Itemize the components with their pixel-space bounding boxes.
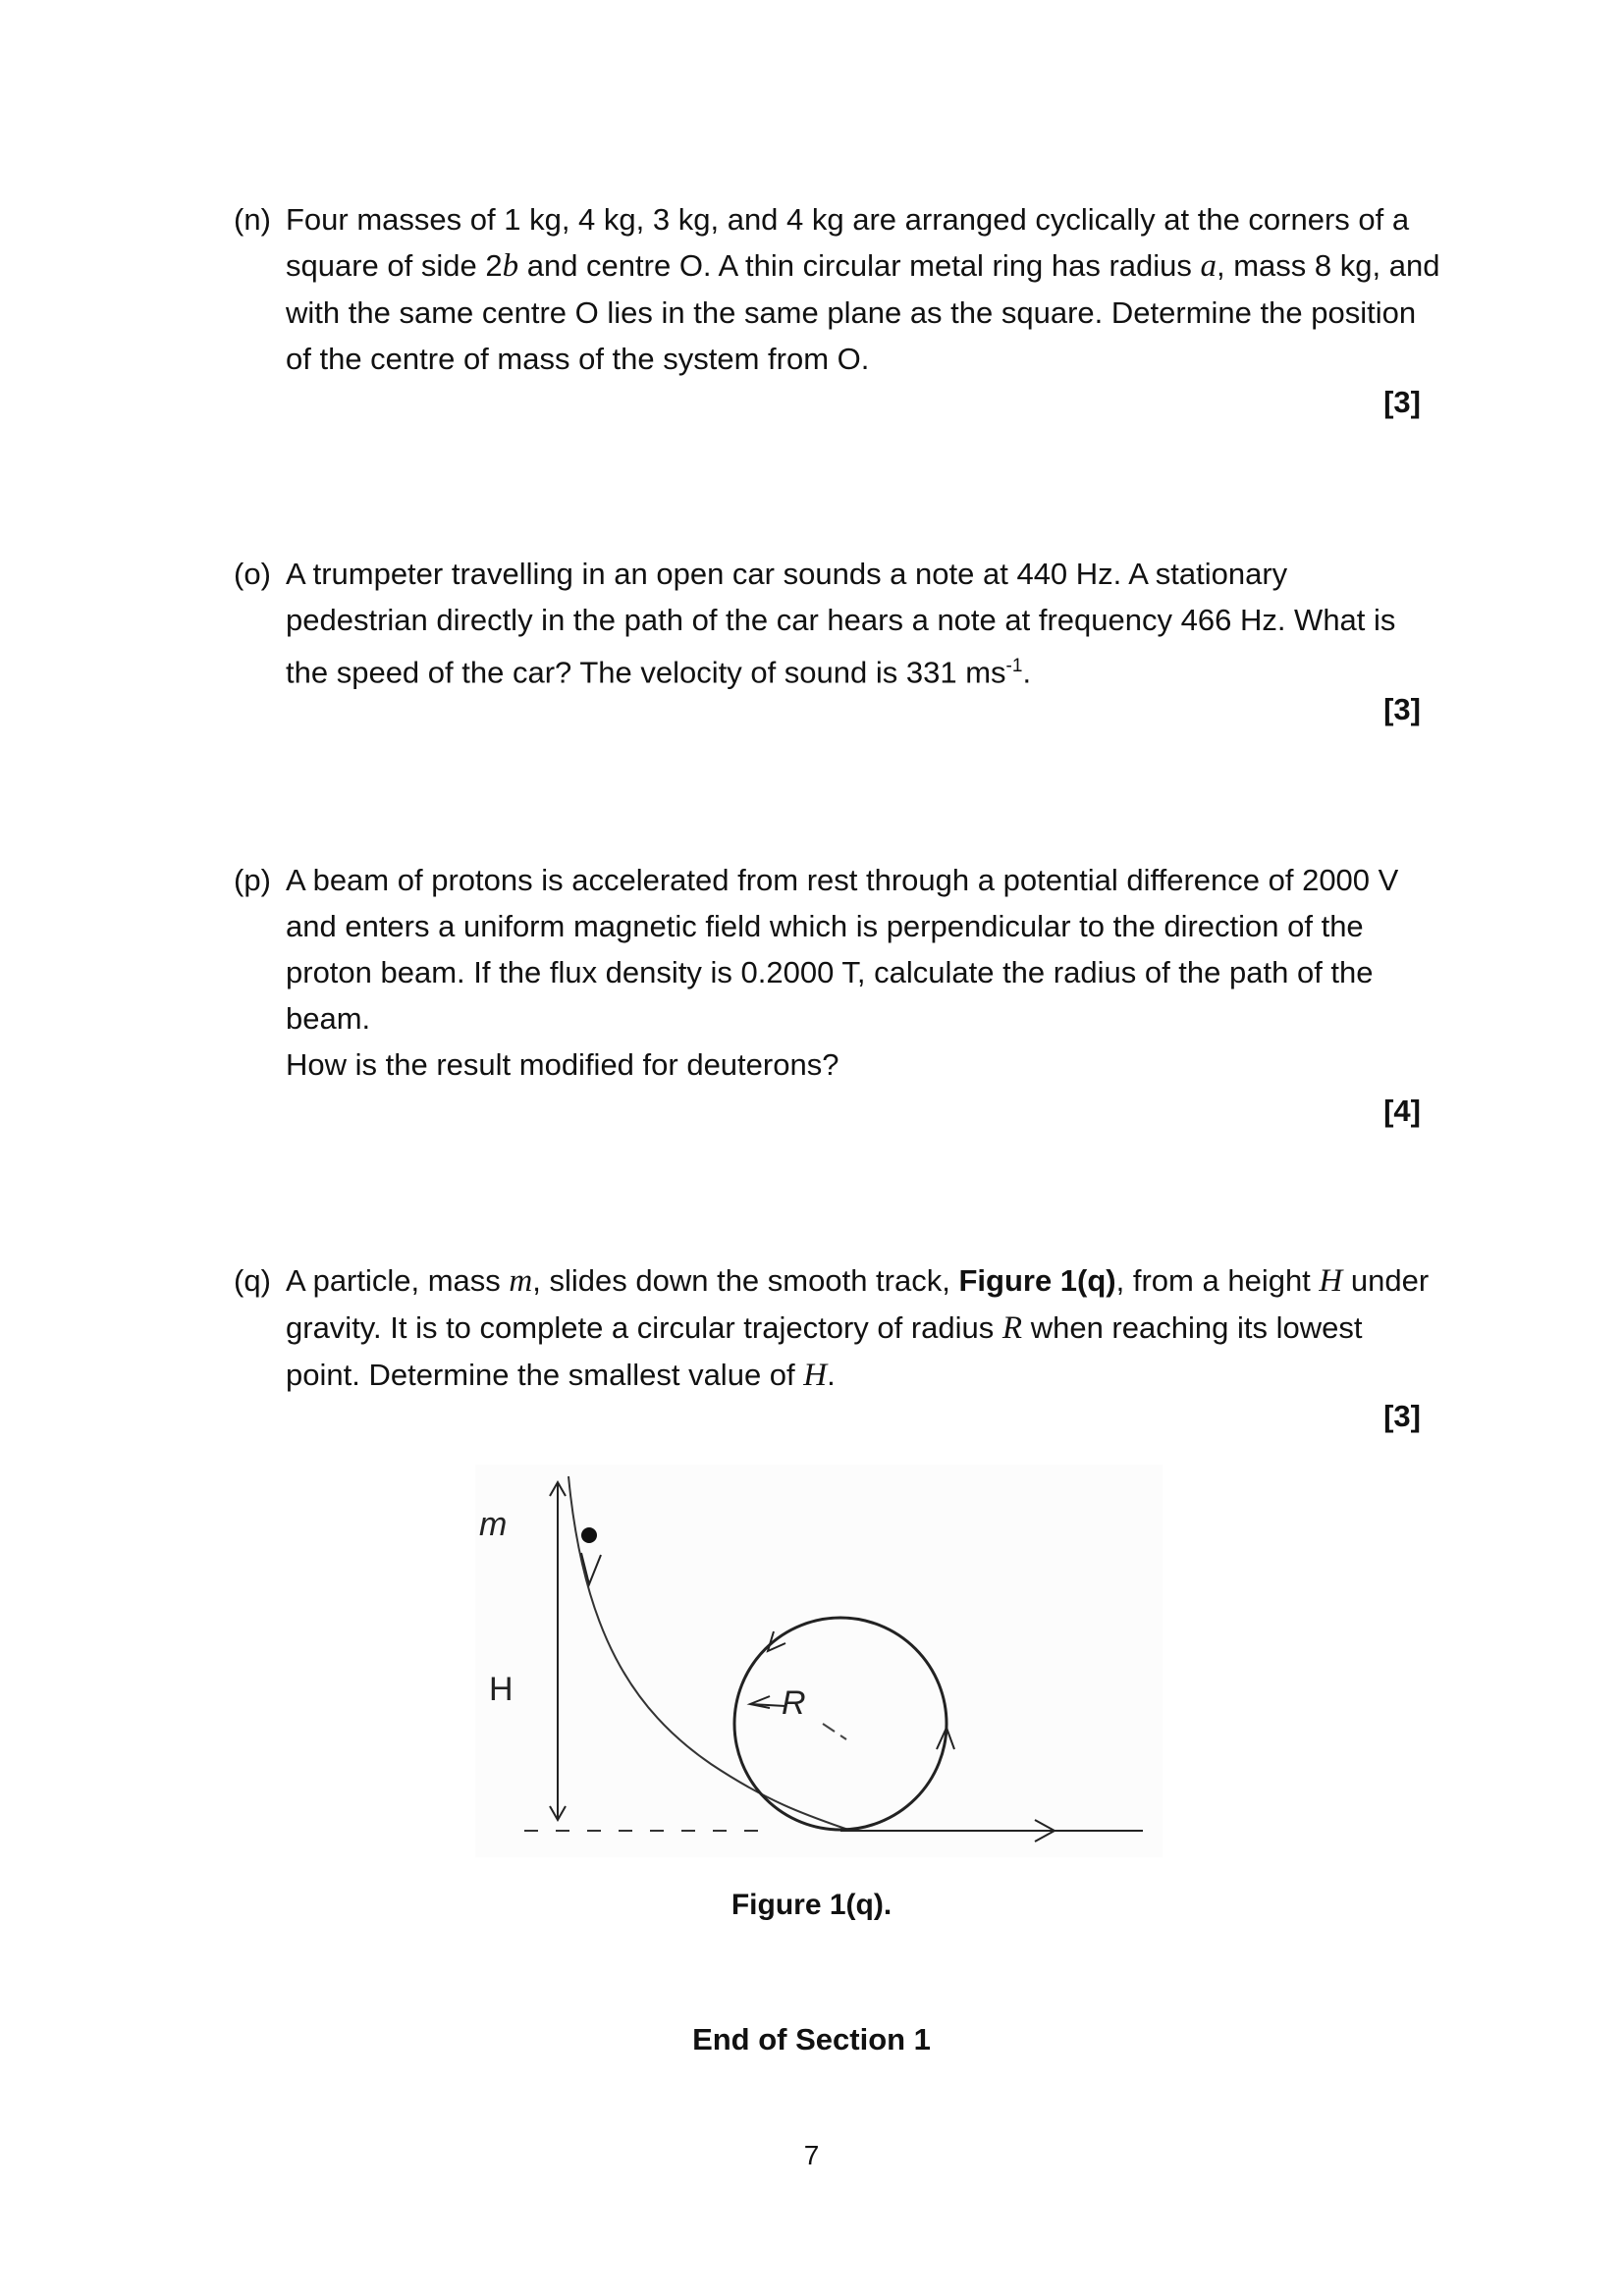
figure-caption: Figure 1(q). bbox=[730, 1889, 893, 1921]
marks-q: [3] bbox=[1383, 1399, 1421, 1433]
question-label: (n) bbox=[234, 202, 271, 237]
label-m: m bbox=[479, 1506, 508, 1543]
label-R: R bbox=[782, 1684, 806, 1722]
question-o bbox=[234, 551, 1441, 695]
page-number: 7 bbox=[803, 2140, 820, 2170]
question-text: Four masses of 1 kg, 4 kg, 3 kg, and 4 kg are arranged cyclically at the corners of a square of side 2b and centre O. A thin circular metal ring has radius a, mass 8 kg, and with the same centre O lies in the same plane as the square. Determine the position of the centre of mass of the system from O. bbox=[286, 202, 1440, 376]
question-label: (p) bbox=[234, 863, 271, 897]
question-label: (q) bbox=[234, 1263, 271, 1298]
label-H: H bbox=[489, 1671, 514, 1708]
particle-dot bbox=[581, 1527, 597, 1543]
marks-n: [3] bbox=[1383, 385, 1421, 419]
end-of-section: End of Section 1 bbox=[692, 2022, 931, 2056]
question-label: (o) bbox=[234, 557, 271, 591]
question-n bbox=[234, 196, 1441, 382]
question-q bbox=[234, 1257, 1441, 1399]
figure-1q-diagram bbox=[475, 1465, 1163, 1857]
question-text: A trumpeter travelling in an open car sounds a note at 440 Hz. A stationary pedestrian directly in the path of the car hears a note at frequency 466 Hz. What is the speed of the car? The velocity of sound is 331 $ms^{-1}$. bbox=[286, 557, 1396, 690]
question-text: A particle, mass m, slides down the smooth track, Figure 1(q), from a height H under gravity. It is to complete a circular trajectory of radius R when reaching its lowest point. Determine the smallest value of H. bbox=[286, 1263, 1430, 1393]
marks-p: [4] bbox=[1383, 1094, 1421, 1128]
question-p bbox=[234, 857, 1441, 1088]
question-text: A beam of protons is accelerated from rest through a potential difference of 2000 V and enters a uniform magnetic field which is perpendicular to the direction of the proton beam. If the flux density is 0.2000 T, calculate the radius of the path of the beam. How is the result modified for deuterons? bbox=[286, 863, 1399, 1082]
marks-o: [3] bbox=[1383, 692, 1421, 726]
